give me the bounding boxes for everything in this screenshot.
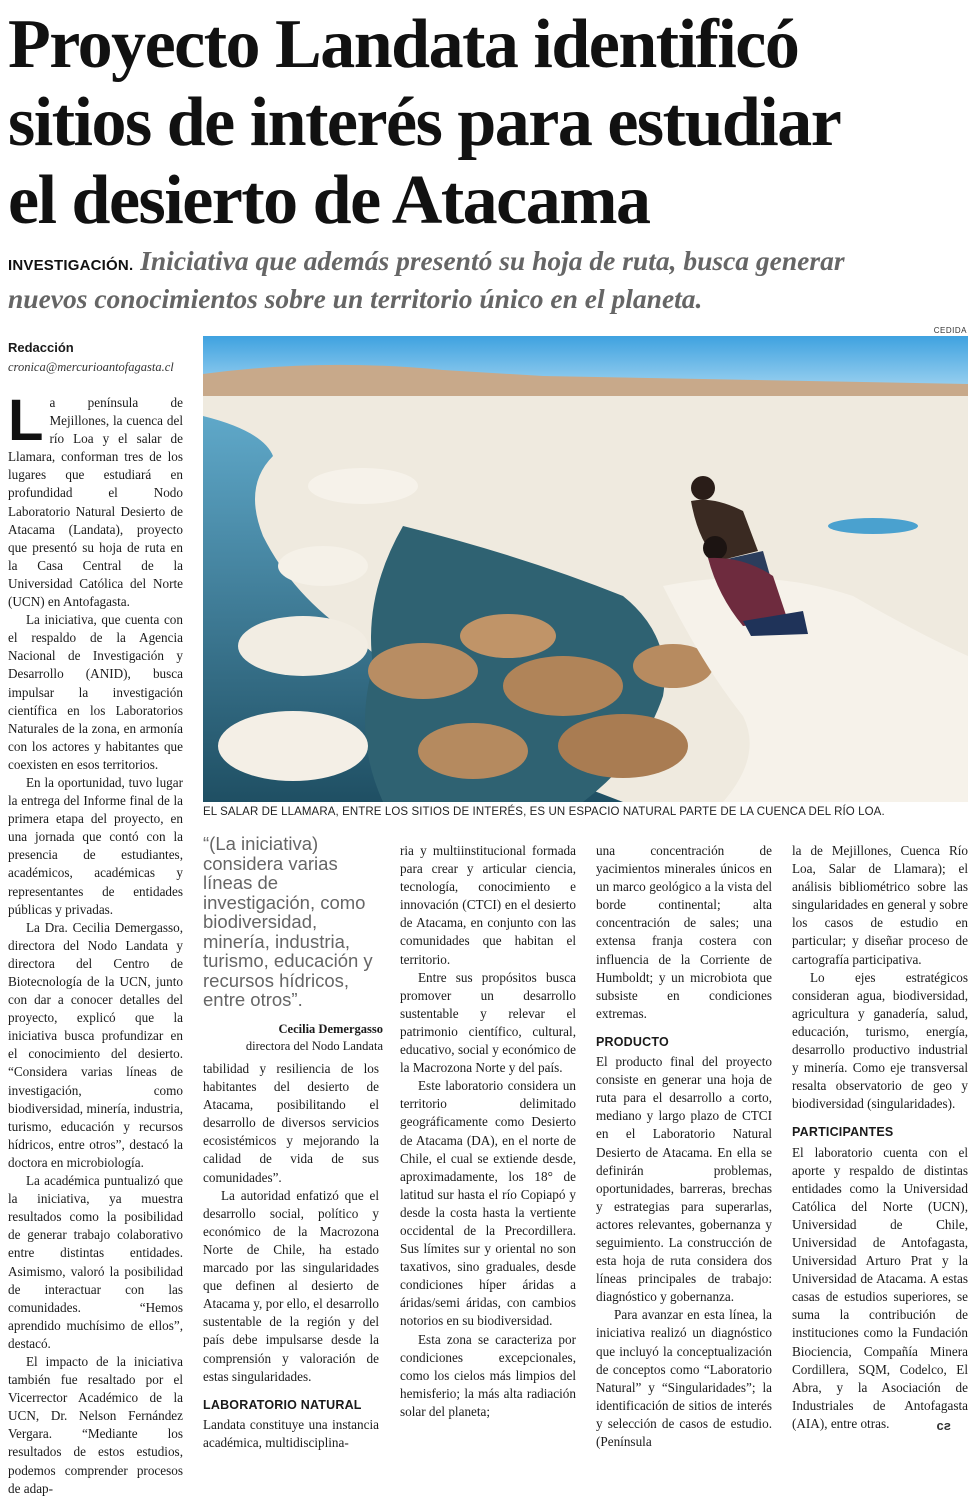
pull-quote-role: directora del Nodo Landata [245, 1038, 383, 1053]
deck-line-2: nuevos conocimientos sobre un territorio único en el planeta. [8, 283, 703, 314]
photo-credit: CEDIDA [933, 326, 967, 335]
article-column-3 [400, 842, 576, 1421]
paragraph: Esta zona se caracteriza por condiciones excepcionales, como los cielos más limpios del hemisferio; la más alta radiación solar del planeta; [400, 1331, 576, 1419]
paragraph: Landata constituye una instancia académica, multidisciplina- [203, 1416, 379, 1450]
paragraph: Para avanzar en esta línea, la iniciativa realizó un diagnóstico que incluyó la conceptualización de conceptos como “Laboratorio Natural” y “Singularidades”; la identificación de sitios de interés y selección de casos de estudio. (Península [596, 1307, 772, 1449]
subheadline [8, 244, 968, 315]
dropcap: L [8, 388, 44, 453]
article-column-5 [792, 842, 968, 1433]
paragraph: La iniciativa, que cuenta con el respaldo de la Agencia Nacional de Investigación y Desarrollo (ANID), busca impulsar la investigación científica en los Laboratorios Naturales de la zona, en armonía con los actores y habitantes que coexisten en esos territorios. [8, 612, 183, 772]
salt-crust [308, 468, 418, 504]
stromatolite [368, 643, 478, 699]
section-heading: PARTICIPANTES [792, 1125, 894, 1140]
pull-quote-author: Cecilia Demergasso [278, 1021, 383, 1036]
paragraph: La autoridad enfatizó que el desarrollo social, político y económico de la Macrozona Norte de Chile, ha estado marcado por las singularidades que definen al desierto de Atacama y, por ello, el desarrollo sustentable de la región y del país debe impulsarse desde la comprensión y valoración de estas singularidades. [203, 1187, 379, 1384]
end-mark: cƨ [936, 1418, 951, 1433]
article-column-4 [596, 842, 772, 1451]
paragraph: la de Mejillones, Cuenca Río Loa, Salar de Llamara); el análisis bibliométrico sobre las singularidades en general y sobre los casos de estudio en particular; y diseñar proceso de cartografía participativa. [792, 843, 968, 967]
headline-line-2: sitios de interés para estudiar [8, 84, 841, 161]
paragraph: una concentración de yacimientos minerales únicos en un marco geológico a la vista del borde continental; alta concentración de sales; una extensa franja costera con influencia de la Corriente de Humboldt; y un microbiota que subsiste en condiciones extremas. [596, 843, 772, 1021]
paragraph: ria y multiinstitucional formada para crear y articular ciencia, tecnología, conocimiento e innovación (CTCI) en el desierto de Atacama, en conjunto con las comunidades que habitan el territorio. [400, 843, 576, 967]
photo-caption: EL SALAR DE LLAMARA, ENTRE LOS SITIOS DE INTERÉS, ES UN ESPACIO NATURAL PARTE DE LA CUENCA DEL RÍO LOA. [203, 806, 885, 818]
paragraph: a península de Mejillones, la cuenca del río Loa y el salar de Llamara, conforman tres de los lugares que estudiará en profundidad el Nodo Laboratorio Natural Desierto de Atacama (Landata), proyecto que presentó su hoja de ruta en la Casa Central de la Universidad Católica del Norte (UCN) en Antofagasta. [8, 395, 183, 610]
article-column-2 [203, 1060, 379, 1452]
section-kicker: INVESTIGACIÓN. [8, 257, 134, 274]
paragraph: Entre sus propósitos busca promover un desarrollo sustentable y relevar el patrimonio científico, cultural, educativo, social y económico de la Macrozona Norte y del país. [400, 969, 576, 1076]
headline [8, 6, 968, 240]
section-heading: LABORATORIO NATURAL [203, 1397, 362, 1412]
byline-email: cronica@mercurioantofagasta.cl [8, 360, 174, 374]
salt-crust [278, 546, 368, 586]
article-column-1 [8, 388, 183, 1498]
paragraph: La académica puntualizó que la iniciativa, ya muestra resultados como la posibilidad de generar trabajo colaborativo entre distintas entidades. Asimismo, valoró la posibilidad de interactuar con las comunidades. “Hemos aprendido muchísimo de ellos”, destacó. [8, 1173, 183, 1351]
stromatolite [418, 723, 528, 779]
paragraph: tabilidad y resiliencia de los habitantes del desierto de Atacama, posibilitando el desarrollo de diversos servicios ecosistémicos y mejorando la calidad de vida de sus comunidades”. [203, 1061, 379, 1185]
salar-illustration [203, 336, 968, 802]
pull-quote-text: “(La iniciativa) considera varias líneas de investigación, como biodiversidad, minería, industria, turismo, educación y recursos hídricos, entre otros”. [203, 833, 373, 1010]
paragraph: El producto final del proyecto consiste en generar una hoja de ruta para el desarrollo a corto, mediano y largo plazo de CTCI en el Laboratorio Natural Desierto de Atacama. En ella se definirán problemas, oportunidades, barreras, brechas y estrategias para superarlas, actores relevantes, gobernanza y seguimiento. La construcción de esta hoja de ruta considera dos líneas principales de trabajo: diagnóstico y gobernanza. [596, 1054, 772, 1305]
pull-quote [203, 834, 383, 1054]
salt-crust [218, 711, 368, 781]
paragraph: El laboratorio cuenta con el aporte y respaldo de distintas entidades como la Universidad Católica del Norte (UCN), Universidad de Chile, Universidad de Antofagasta, Universidad Arturo Prat y la Universidad de Atacama. A estas casas de estudios superiores, se suma la contribución de instituciones como la Fundación Biociencia, Compañía Minera Cordillera, SQM, Codelco, El Abra, y la Asociación de Industriales de Antofagasta (AIA), entre otras. [792, 1144, 968, 1431]
paragraph: La Dra. Cecilia Demergasso, directora del Nodo Landata y directora del Centro de Biotecnología de la UCN, junto con dar a conocer detalles del proyecto, explicó que la iniciativa busca profundizar en el conocimiento del desierto. “Considera varias líneas de investigación, como biodiversidad, minería, industria, turismo, educación y recursos hídricos, entre otros”, destacó la doctora en microbiología. [8, 919, 183, 1170]
headline-line-1: Proyecto Landata identificó [8, 6, 799, 83]
deck-line-1: Iniciativa que además presentó su hoja de ruta, busca generar [140, 245, 845, 276]
small-pool [828, 518, 918, 534]
paragraph: El impacto de la iniciativa también fue resaltado por el Vicerrector Académico de la UCN, Dr. Nelson Fernández Vergara. “Mediante los resultados de estos estudios, podemos comprender procesos de adap- [8, 1353, 183, 1496]
article-photo [203, 336, 968, 802]
salt-crust [238, 616, 368, 676]
stromatolite [503, 656, 623, 716]
section-heading: PRODUCTO [596, 1034, 669, 1049]
headline-line-3: el desierto de Atacama [8, 162, 650, 239]
paragraph: En la oportunidad, tuvo lugar la entrega del Informe final de la primera etapa del proyecto, en una jornada que contó con la presencia de estudiantes, académicos, académicas y representantes de entidades públicas y privadas. [8, 774, 183, 917]
stromatolite [558, 714, 688, 778]
stromatolite [460, 614, 556, 658]
paragraph: Lo ejes estratégicos consideran agua, biodiversidad, agricultura y ganadería, salud, educación, turismo, energía, desarrollo productivo industrial y minería. Como eje transversal resalta observatorio de geo y biodiversidad (singularidades). [792, 969, 968, 1112]
byline-author: Redacción [8, 340, 74, 355]
paragraph: Este laboratorio considera un territorio delimitado geográficamente como Desierto de Atacama (DA), en el norte de Chile, el cual se extiende desde, aproximadamente, los 18° de latitud sur hasta el río Copiapó y desde la costa hasta la vertiente occidental de la Precordillera. Sus límites sur y oriental no son taxativos, sino graduales, desde condiciones híper áridas a áridas/semi áridas, con cambios notorios en su biodiversidad. [400, 1078, 576, 1329]
